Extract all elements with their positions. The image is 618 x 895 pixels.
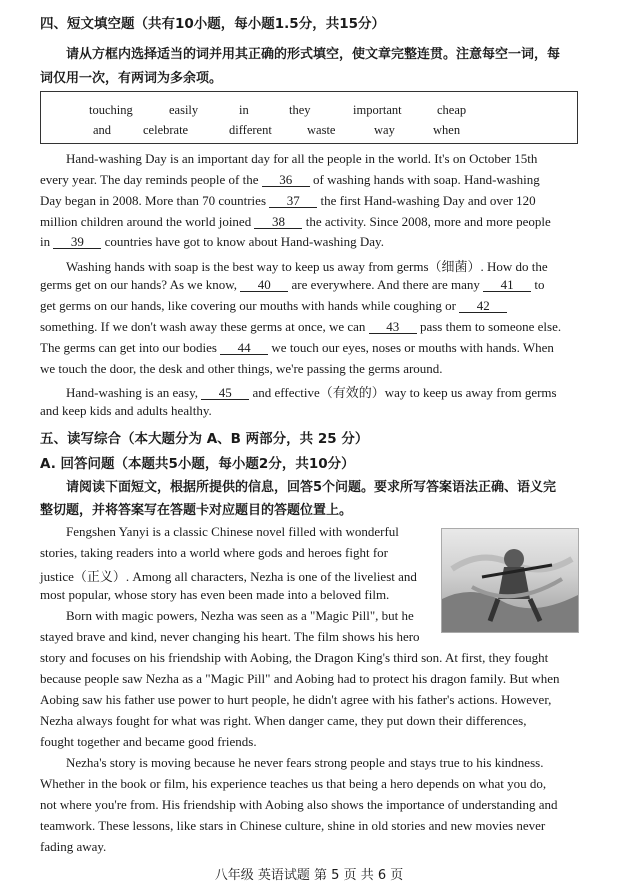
passage-line: Day began in 2008. More than 70 countries 37 the first Hand-washing Day and over 120: [40, 193, 536, 208]
blank-45[interactable]: 45: [201, 386, 249, 400]
article-line: fought together and became good friends.: [40, 734, 257, 749]
passage-line: Hand-washing is an easy, 45 and effective（有效的）way to keep us away from germs: [66, 385, 557, 400]
passage-line: million children around the world joined 38 the activity. Since 2008, more and more people: [40, 214, 551, 229]
nezha-figure-icon: [442, 529, 578, 632]
page-footer: 八年级 英语试题 第 5 页 共 6 页: [214, 868, 404, 883]
blank-44[interactable]: 44: [220, 341, 268, 355]
article-line: stayed brave and kind, never changing his heart. The film shows his hero: [40, 629, 420, 644]
article-line: fading away.: [40, 839, 107, 854]
nezha-illustration: [441, 528, 579, 633]
section5-instruction-line2: 整切题，并将答案写在答题卡对应题目的答题位置上。: [40, 503, 353, 518]
article-line: Fengshen Yanyi is a classic Chinese novel filled with wonderful: [66, 524, 399, 539]
article-line: Born with magic powers, Nezha was seen as a "Magic Pill", but he: [66, 608, 414, 623]
passage-line: we touch the door, the desk and other things, we're passing the germs around.: [40, 361, 443, 376]
passage-line: Washing hands with soap is the best way to keep us away from germs（细菌）. How do the: [66, 259, 548, 274]
word-bank-item: waste: [307, 123, 336, 137]
blank-42[interactable]: 42: [459, 299, 507, 313]
article-line: Whether in the book or film, his experience teaches us that being a hero depends on what you do,: [40, 776, 547, 791]
passage-line: something. If we don't wash away these germs at once, we can 43 pass them to someone else.: [40, 319, 562, 334]
blank-43[interactable]: 43: [369, 320, 417, 334]
word-bank-item: in: [239, 103, 249, 117]
article-line: justice（正义）. Among all characters, Nezha is one of the liveliest and: [40, 569, 417, 584]
section5-subheading: A. 回答问题（本题共5小题，每小题2分，共10分）: [40, 456, 355, 472]
passage-line: get germs on our hands, like covering our mouths with hands while coughing or 42: [40, 298, 507, 314]
word-bank-item: touching: [89, 103, 133, 117]
word-bank-item: way: [374, 123, 395, 137]
word-bank-box: [40, 91, 578, 144]
article-line: Nezha always fought for what was right. When danger came, they put down their differences,: [40, 713, 527, 728]
blank-38[interactable]: 38: [254, 215, 302, 229]
article-line: story and focuses on his friendship with Aobing, the Dragon King's third son. At first, they fought: [40, 650, 549, 665]
passage-line: germs get on our hands? As we know, 40 are everywhere. And there are many 41 to: [40, 277, 545, 292]
section5-instruction-line1: 请阅读下面短文，根据所提供的信息，回答5个问题。要求所写答案语法正确、语义完: [66, 480, 557, 495]
article-line: teamwork. These lessons, like stars in Chinese culture, shine in old stories and new movies never: [40, 818, 546, 833]
section4-heading: 四、短文填空题（共有10小题，每小题1.5分，共15分）: [40, 16, 385, 32]
article-line: Nezha's story is moving because he never fears strong people and stays true to his kindness.: [66, 755, 544, 770]
passage-line: and keep kids and adults healthy.: [40, 403, 212, 418]
blank-40[interactable]: 40: [240, 278, 288, 292]
article-line: because people saw Nezha as a "Magic Pill" and Aobing had to protect his dragon family. But when: [40, 671, 560, 686]
article-line: Aobing saw his father use power to hurt people, he didn't agree with his father's actions. However,: [40, 692, 552, 707]
article-line: most popular, whose story has even been made into a beloved film.: [40, 587, 390, 602]
blank-41[interactable]: 41: [483, 278, 531, 292]
word-bank-item: different: [229, 123, 272, 137]
blank-36[interactable]: 36: [262, 173, 310, 187]
passage-line: Hand-washing Day is an important day for all the people in the world. It's on October 15th: [66, 151, 538, 166]
article-line: not where you're from. His friendship with Aobing also shows the importance of understanding and: [40, 797, 558, 812]
passage-line: every year. The day reminds people of the 36 of washing hands with soap. Hand-washing: [40, 172, 540, 187]
blank-39[interactable]: 39: [53, 235, 101, 249]
passage-line: in 39 countries have got to know about Hand-washing Day.: [40, 234, 384, 249]
section5-heading: 五、读写综合（本大题分为 A、B 两部分，共 25 分）: [40, 431, 369, 447]
word-bank-item: and: [93, 123, 112, 137]
word-bank-item: when: [433, 123, 461, 137]
word-bank-item: celebrate: [143, 123, 189, 137]
word-bank-item: they: [289, 103, 311, 117]
word-bank-item: cheap: [437, 103, 467, 117]
word-bank-item: important: [353, 103, 402, 117]
section4-instruction-line1: 请从方框内选择适当的词并用其正确的形式填空，使文章完整连贯。注意每空一词，每: [66, 47, 561, 62]
article-line: stories, taking readers into a world where gods and heroes fight for: [40, 545, 389, 560]
section4-instruction-line2: 词仅用一次，有两词为多余项。: [40, 71, 223, 86]
passage-line: The germs can get into our bodies 44 we touch our eyes, noses or mouths with hands. When: [40, 340, 554, 355]
word-bank-item: easily: [169, 103, 199, 117]
blank-37[interactable]: 37: [269, 194, 317, 208]
